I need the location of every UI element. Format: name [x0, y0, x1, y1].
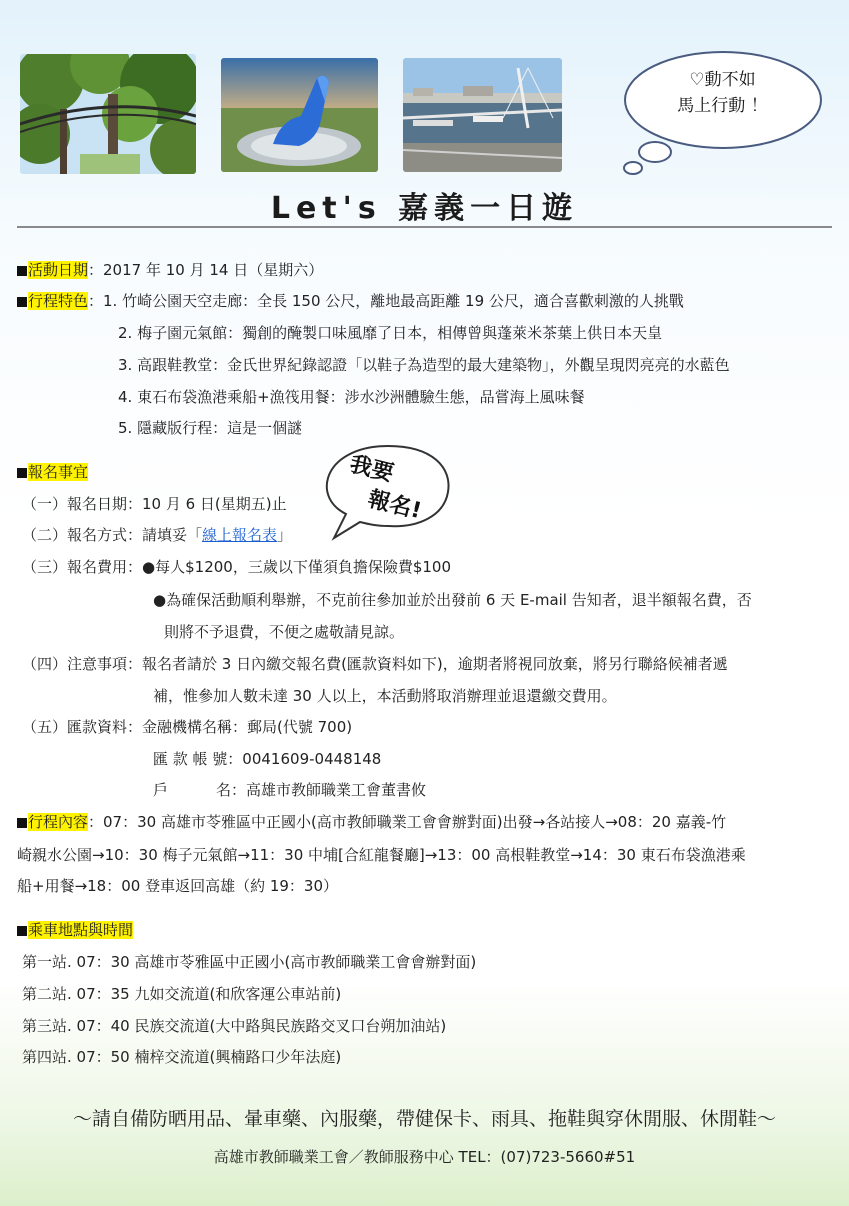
features-label: 行程特色	[28, 292, 89, 310]
activity-date	[17, 260, 323, 280]
activity-date-label: 活動日期	[28, 261, 89, 279]
registration-method-suffix: 」	[277, 526, 293, 544]
cloud-line-2: 馬上行動 ！	[677, 96, 768, 116]
online-form-link[interactable]: 線上報名表	[202, 526, 278, 544]
fee-label: （三）報名費用：	[22, 558, 143, 576]
remit-holder-value: 名：高雄市教師職業工會董書攸	[216, 781, 427, 799]
features-item-1	[17, 291, 684, 311]
registration-method-prefix: （二）報名方式：請填妥「	[22, 526, 203, 544]
remit-line-1: （五）匯款資料：金融機構名稱：郵局(代號 700)	[22, 718, 353, 736]
contact-text: 高雄市教師職業工會／教師服務中心 TEL：(07)723-5660#51	[213, 1148, 636, 1166]
stop-item-3: 第三站. 07：40 民族交流道(大中路與民族路交叉口台朔加油站)	[22, 1017, 447, 1035]
square-bullet-icon	[17, 297, 27, 307]
title-divider	[17, 226, 832, 228]
fee-line-1: ●每人$1200，三歲以下僅須負擔保險費$100	[142, 558, 451, 576]
activity-date-value: ：2017 年 10 月 14 日（星期六）	[88, 261, 324, 279]
square-bullet-icon	[17, 926, 27, 936]
itinerary-line-1	[17, 812, 726, 832]
features-item-text: ：1. 竹崎公園天空走廊：全長 150 公尺，離地最高距離 19 公尺，適合喜歡刺激的人挑戰	[88, 292, 684, 310]
features-item-3: 3. 高跟鞋教堂：金氏世界紀錄認證「以鞋子為造型的最大建築物」，外觀呈現閃亮亮的水藍色	[118, 356, 730, 374]
harbor-bridge-photo	[403, 58, 562, 172]
notice-line-2: 補，惟參加人數未達 30 人以上，本活動將取消辦理並退還繳交費用。	[153, 687, 617, 705]
fee-line-3: 則將不予退費，不便之處敬請見諒。	[164, 623, 405, 641]
itinerary-line-2: 崎親水公園→10：30 梅子元氣館→11：30 中埔[合紅龍餐廳]→13：00 高根鞋教堂→14：30 東石布袋漁港乘	[17, 846, 746, 864]
fee-line-2: ●為確保活動順利舉辦，不克前往參加並於出發前 6 天 E-mail 告知者，退半額報名費，否	[153, 591, 752, 609]
stop-item-1: 第一站. 07：30 高雄市苓雅區中正國小(高市教師職業工會會辦對面)	[22, 953, 477, 971]
stop-item-2: 第二站. 07：35 九如交流道(和欣客運公車站前)	[22, 985, 342, 1003]
stop-item-4: 第四站. 07：50 楠梓交流道(興楠路口少年法庭)	[22, 1048, 342, 1066]
features-item-5: 5. 隱藏版行程：這是一個謎	[118, 419, 303, 437]
square-bullet-icon	[17, 818, 27, 828]
registration-method	[22, 525, 292, 545]
bubble-line-2: 報名!	[365, 486, 424, 525]
page-title: Let's 嘉義一日遊	[270, 191, 579, 226]
blue-shoe-building-photo	[221, 58, 378, 172]
registration-date: （一）報名日期：10 月 6 日(星期五)止	[22, 495, 287, 513]
notice-line-1: （四）注意事項：報名者請於 3 日內繳交報名費(匯款資料如下)，逾期者將視同放棄，將另行聯絡候補者遞	[22, 655, 728, 673]
remit-holder-label-a: 戶	[153, 781, 169, 799]
registration-label: 報名事宜	[28, 463, 89, 481]
features-item-2: 2. 梅子園元氣館：獨創的醃製口味風靡了日本，相傳曾與蓬萊米茶葉上供日本天皇	[118, 324, 663, 342]
registration-heading	[17, 462, 88, 482]
itinerary-text-1: ：07：30 高雄市苓雅區中正國小(高市教師職業工會會辦對面)出發→各站接人→08：20 嘉義-竹	[88, 813, 727, 831]
itinerary-line-3: 船+用餐→18：00 登車返回高雄（約 19：30）	[17, 877, 339, 895]
registration-fee	[22, 557, 451, 577]
stops-heading	[17, 920, 133, 940]
remit-line-2: 匯 款 帳 號：0041609-0448148	[153, 750, 382, 768]
square-bullet-icon	[17, 468, 27, 478]
forest-canopy-photo	[20, 54, 196, 174]
remit-line-3	[153, 780, 426, 800]
square-bullet-icon	[17, 266, 27, 276]
reminder-text: ～請自備防晒用品、暈車藥、內服藥，帶健保卡、雨具、拖鞋與穿休閒服、休閒鞋～	[72, 1108, 776, 1130]
cloud-line-1: ♡動不如	[689, 70, 756, 90]
itinerary-label: 行程內容	[28, 813, 89, 831]
features-item-4: 4. 東石布袋漁港乘船+漁筏用餐：涉水沙洲體驗生態，品嘗海上風味餐	[118, 388, 585, 406]
stops-label: 乘車地點與時間	[28, 921, 134, 939]
bubble-line-1: 我要	[347, 451, 396, 487]
